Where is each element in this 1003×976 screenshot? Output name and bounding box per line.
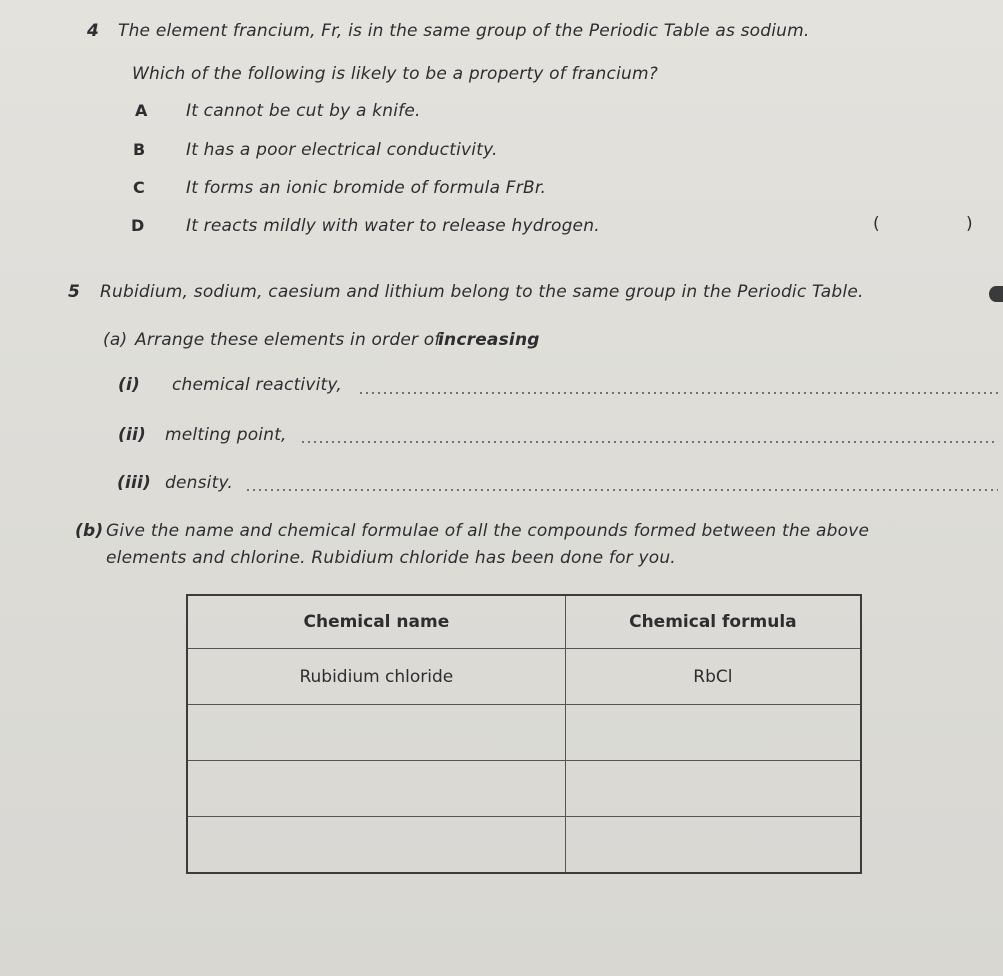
header-chemical-name: Chemical name bbox=[187, 595, 565, 649]
answer-bracket-open: ( bbox=[873, 214, 880, 234]
cell-name[interactable] bbox=[187, 817, 565, 874]
cell-formula[interactable] bbox=[565, 817, 861, 874]
cell-name: Rubidium chloride bbox=[187, 649, 565, 705]
header-chemical-formula: Chemical formula bbox=[565, 595, 861, 649]
question-4-prompt: Which of the following is likely to be a property of francium? bbox=[132, 64, 658, 84]
item-iii-text: density. bbox=[165, 473, 234, 493]
compounds-table bbox=[186, 594, 862, 874]
item-i-label: (i) bbox=[118, 375, 140, 395]
question-5-stem: Rubidium, sodium, caesium and lithium belong to the same group in the Periodic Table. bbox=[100, 282, 864, 302]
cell-formula[interactable] bbox=[565, 705, 861, 761]
option-c-text: It forms an ionic bromide of formula FrBr. bbox=[186, 178, 547, 198]
answer-line-ii[interactable] bbox=[300, 441, 998, 443]
table-row bbox=[187, 705, 861, 761]
page-edge-mark bbox=[989, 286, 1003, 302]
item-ii-text: melting point, bbox=[165, 425, 287, 445]
option-b-letter: B bbox=[133, 140, 146, 159]
cell-name[interactable] bbox=[187, 705, 565, 761]
question-4-stem: The element francium, Fr, is in the same group of the Periodic Table as sodium. bbox=[118, 21, 810, 41]
part-a-label: (a) bbox=[103, 330, 128, 350]
part-b-line-1: Give the name and chemical formulae of all the compounds formed between the above bbox=[106, 521, 870, 541]
cell-formula: RbCl bbox=[565, 649, 861, 705]
cell-formula[interactable] bbox=[565, 761, 861, 817]
option-d-text: It reacts mildly with water to release hydrogen. bbox=[186, 216, 600, 236]
part-b-label: (b) bbox=[75, 521, 104, 541]
part-a-emphasis: increasing bbox=[438, 330, 540, 350]
option-c-letter: C bbox=[133, 178, 145, 197]
cell-name[interactable] bbox=[187, 761, 565, 817]
option-a-text: It cannot be cut by a knife. bbox=[186, 101, 421, 121]
question-5-number: 5 bbox=[68, 282, 80, 302]
option-d-letter: D bbox=[131, 216, 145, 235]
item-i-text: chemical reactivity, bbox=[172, 375, 342, 395]
answer-bracket-close: ) bbox=[966, 214, 973, 234]
table-row bbox=[187, 761, 861, 817]
option-a-letter: A bbox=[135, 101, 148, 120]
item-ii-label: (ii) bbox=[118, 425, 146, 445]
part-b-line-2: elements and chlorine. Rubidium chloride has been done for you. bbox=[106, 548, 676, 568]
table-row bbox=[187, 817, 861, 874]
table-row bbox=[187, 649, 861, 705]
table-header-row bbox=[187, 595, 861, 649]
answer-line-iii[interactable] bbox=[245, 489, 998, 491]
question-4-number: 4 bbox=[87, 21, 99, 41]
part-a-text: Arrange these elements in order of bbox=[135, 330, 441, 350]
answer-line-i[interactable] bbox=[358, 392, 998, 394]
option-b-text: It has a poor electrical conductivity. bbox=[186, 140, 498, 160]
item-iii-label: (iii) bbox=[117, 473, 152, 493]
